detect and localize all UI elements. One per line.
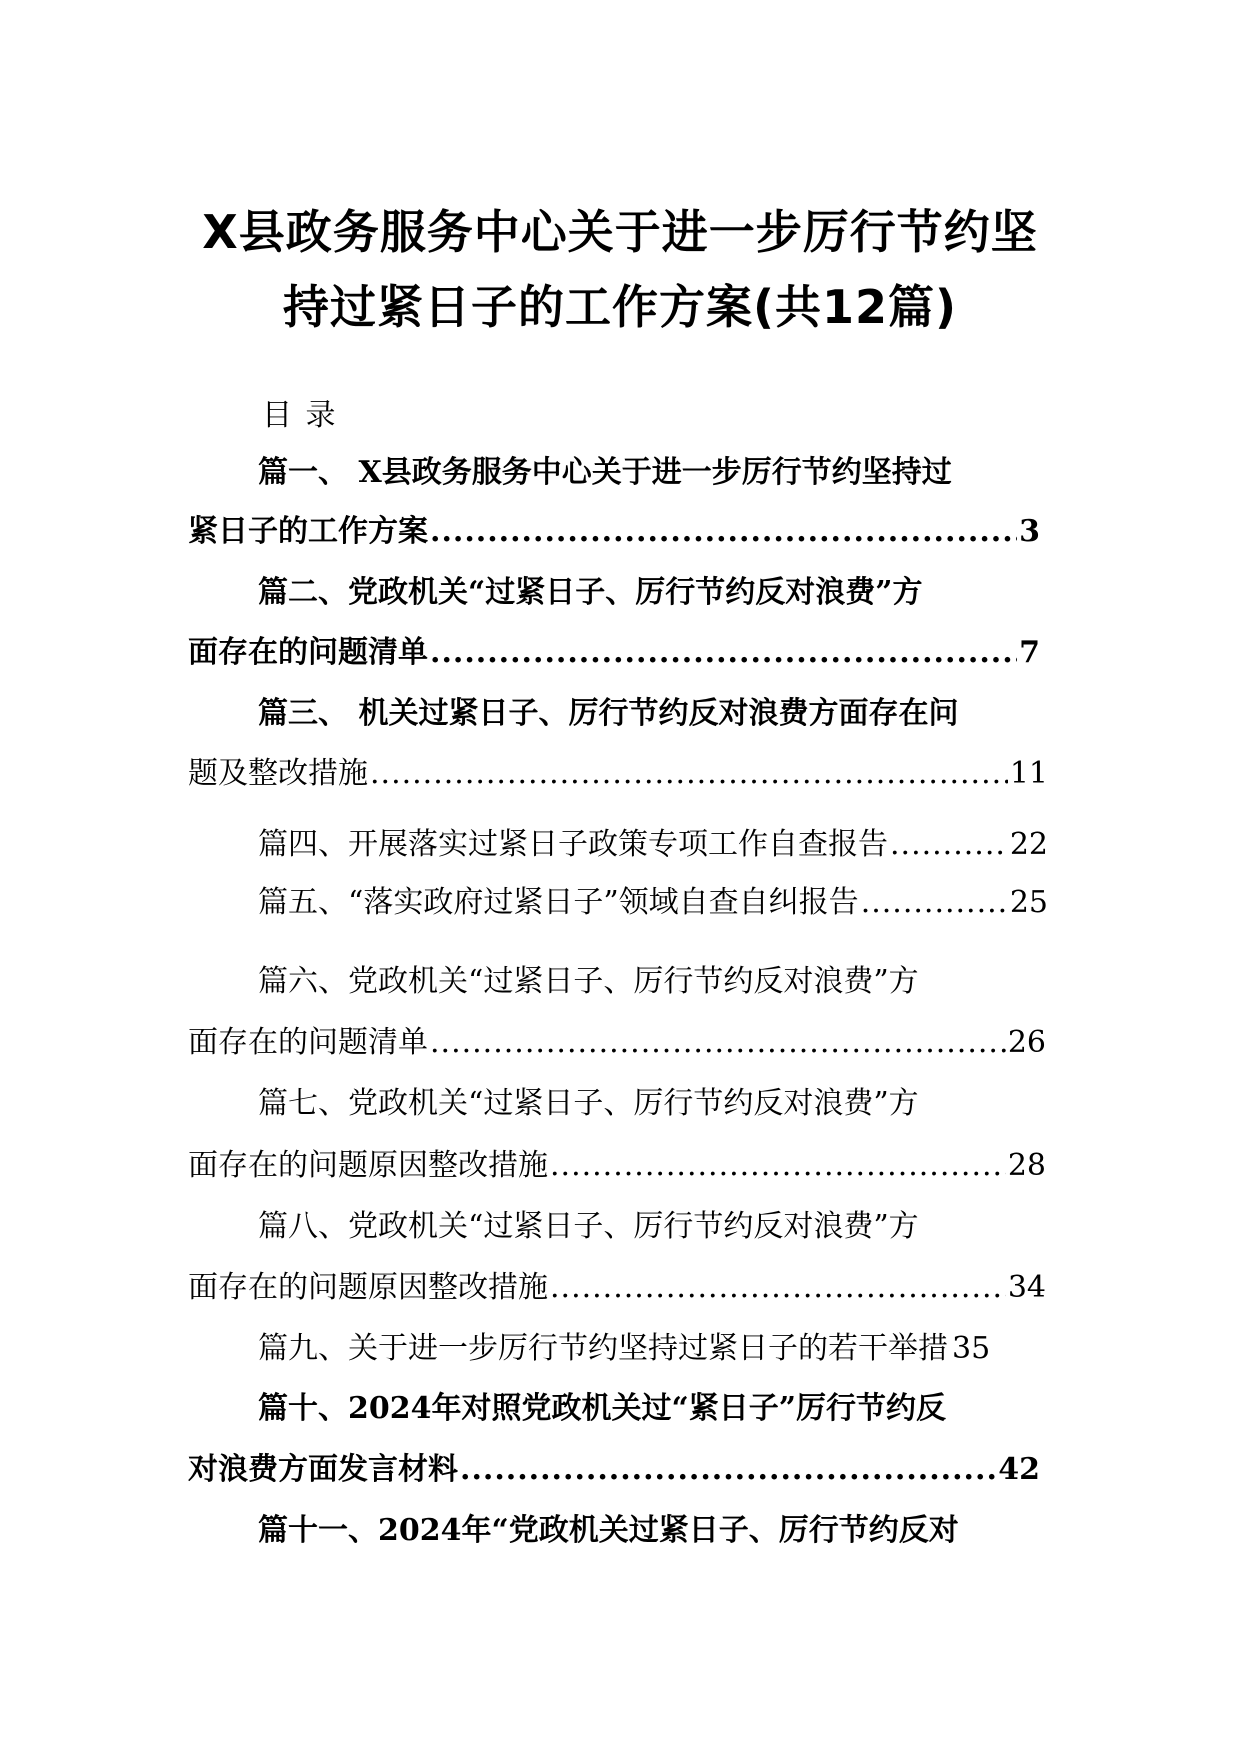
toc-entry-7-page: 28 bbox=[1007, 1148, 1046, 1183]
toc-entry-5[interactable] bbox=[258, 883, 1048, 923]
toc-entry-10-line2[interactable] bbox=[188, 1450, 1040, 1490]
toc-entry-4[interactable] bbox=[258, 825, 1048, 865]
toc-entry-1-line1[interactable]: 篇一、 X县政务服务中心关于进一步厉行节约坚持过 bbox=[258, 455, 952, 490]
leader-dots bbox=[430, 512, 1017, 552]
toc-entry-2-line2[interactable] bbox=[188, 633, 1040, 673]
toc-entry-6-line1[interactable]: 篇六、党政机关“过紧日子、厉行节约反对浪费”方 bbox=[258, 964, 919, 999]
toc-entry-1-text: 紧日子的工作方案 bbox=[188, 514, 428, 549]
document-title-line1: X县政务服务中心关于进一步厉行节约坚 bbox=[202, 205, 1038, 259]
leader-dots bbox=[550, 1268, 1006, 1308]
toc-entry-7-line1[interactable]: 篇七、党政机关“过紧日子、厉行节约反对浪费”方 bbox=[258, 1086, 919, 1121]
leader-dots bbox=[370, 754, 1008, 794]
leader-dots bbox=[460, 1450, 996, 1490]
toc-entry-3-text: 题及整改措施 bbox=[188, 756, 368, 791]
toc-entry-2-text: 面存在的问题清单 bbox=[188, 635, 428, 670]
toc-entry-8-line2[interactable] bbox=[188, 1268, 1046, 1308]
toc-entry-9-text: 篇九、关于进一步厉行节约坚持过紧日子的若干举措 bbox=[258, 1331, 948, 1366]
toc-entry-9-page: 35 bbox=[952, 1331, 991, 1366]
toc-entry-7-line2[interactable] bbox=[188, 1146, 1046, 1186]
toc-entry-5-page: 25 bbox=[1009, 885, 1048, 920]
leader-dots bbox=[430, 1023, 1006, 1063]
toc-entry-11-line1[interactable]: 篇十一、2024年“党政机关过紧日子、厉行节约反对 bbox=[258, 1513, 959, 1548]
toc-entry-10-line1[interactable]: 篇十、2024年对照党政机关过“紧日子”厉行节约反 bbox=[258, 1391, 947, 1426]
toc-entry-8-line1[interactable]: 篇八、党政机关“过紧日子、厉行节约反对浪费”方 bbox=[258, 1209, 919, 1244]
toc-entry-1-line2[interactable] bbox=[188, 512, 1040, 552]
toc-entry-3-page: 11 bbox=[1009, 756, 1048, 791]
toc-entry-8-page: 34 bbox=[1007, 1270, 1046, 1305]
toc-entry-4-text: 篇四、开展落实过紧日子政策专项工作自查报告 bbox=[258, 827, 888, 862]
toc-entry-6-line2[interactable] bbox=[188, 1023, 1046, 1063]
document-title-line2: 持过紧日子的工作方案(共12篇) bbox=[282, 280, 958, 334]
leader-dots bbox=[861, 883, 1008, 923]
toc-entry-3-line2[interactable] bbox=[188, 754, 1048, 794]
toc-entry-6-text: 面存在的问题清单 bbox=[188, 1025, 428, 1060]
toc-entry-2-line1[interactable]: 篇二、党政机关“过紧日子、厉行节约反对浪费”方 bbox=[258, 575, 923, 610]
toc-entry-6-page: 26 bbox=[1007, 1025, 1046, 1060]
leader-dots bbox=[890, 825, 1008, 865]
toc-entry-5-text: 篇五、“落实政府过紧日子”领域自查自纠报告 bbox=[258, 885, 859, 920]
toc-heading: 目 录 bbox=[262, 398, 338, 433]
toc-entry-9[interactable] bbox=[258, 1329, 1068, 1369]
leader-dots bbox=[550, 1146, 1006, 1186]
toc-entry-7-text: 面存在的问题原因整改措施 bbox=[188, 1148, 548, 1183]
toc-entry-4-page: 22 bbox=[1009, 827, 1048, 862]
toc-entry-8-text: 面存在的问题原因整改措施 bbox=[188, 1270, 548, 1305]
toc-entry-2-page: 7 bbox=[1019, 635, 1040, 670]
toc-entry-10-text: 对浪费方面发言材料 bbox=[188, 1452, 458, 1487]
toc-entry-3-line1[interactable]: 篇三、 机关过紧日子、厉行节约反对浪费方面存在问 bbox=[258, 696, 959, 731]
toc-entry-1-page: 3 bbox=[1019, 514, 1040, 549]
leader-dots bbox=[430, 633, 1017, 673]
toc-entry-10-page: 42 bbox=[998, 1452, 1040, 1487]
